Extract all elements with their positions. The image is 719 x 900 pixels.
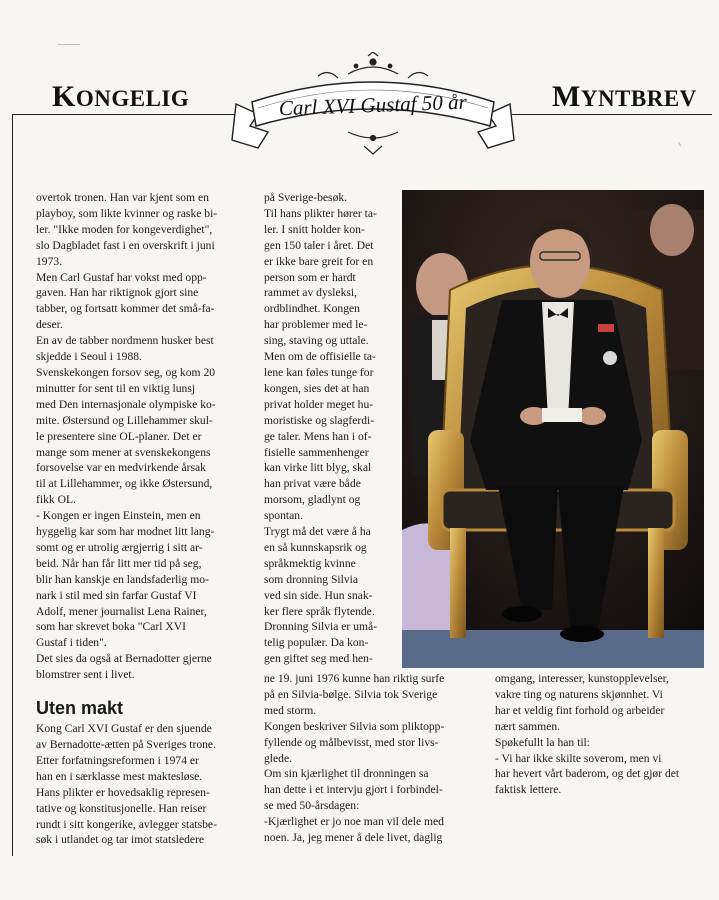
photo-illustration bbox=[402, 190, 704, 668]
decorative-fleck bbox=[58, 44, 80, 51]
banner-text: Carl XVI Gustaf 50 år bbox=[278, 89, 468, 121]
left-margin-rule bbox=[12, 114, 13, 856]
paragraph: på Sverige-besøk. Til hans plikter hører ta- ler. I snitt holder kon- gen 150 taler i året. Det er ikke bare greit for en person som er hardt rammet av dysleksi, ordblindhet. Kongen har problemer med le- sing, staving og uttale. Men om de offisielle ta- lene kan føles tunge for kongen, sies det at han privat holder meget hu- moristiske og slagferdi- ge taler. Mens han i of- fisielle sammenhenger kan virke litt blyg, skal han privat være både morsom, gladlynt og spontan. Trygt må det være å ha en så kunnskapsrik og språkmektig kvinne som dronning Silvia ved sin side. Hun snak- ker flere språk flytende. Dronning Silvia er umå- telig populær. Da kon- gen giftet seg med hen- bbox=[264, 191, 378, 666]
paragraph: Kong Carl XVI Gustaf er den sjuende av Bernadotte-ætten på Sveriges trone. Etter forfatningsreformen i 1974 er han en i særklasse mest maktesløse. Hans plikter er hovedsaklig represen- tative og konstitusjonelle. Han reiser rundt i sitt kongerike, avlegger statsbe- søk i utlandet og tar imot statsledere bbox=[36, 722, 217, 847]
article-column-2 bbox=[264, 190, 399, 667]
header-rest: YNTBREV bbox=[580, 86, 697, 111]
paragraph: Det sies da også at Bernadotter gjerne blomstrer sent i livet. bbox=[36, 652, 212, 682]
paragraph: - Kongen er ingen Einstein, men en hyggelig kar som har modnet litt lang- somt og er utrolig ærgjerrig i sitt ar- beid. Når han får litt mer tid på seg, blir han kanskje en landsfaderlig mo- nark i stil med sin farfar Gustaf VI Adolf, mener journalist Lena Rainer, som har skrevet boka "Carl XVI Gustaf i tiden". bbox=[36, 509, 215, 650]
decorative-fleck bbox=[673, 142, 681, 149]
paragraph: Men Carl Gustaf har vokst med opp- gaven. Han har riktignok gjort sine tabber, og fortsatt kommer det små-fa- deser. bbox=[36, 270, 215, 332]
paragraph: ne 19. juni 1976 kunne han riktig surfe på en Silvia-bølge. Silvia tok Sverige med storm. Kongen beskriver Silvia som pliktopp- fyllende og målbevisst, med stor livs- glede. Om sin kjærlighet til dronningen sa han dette i et intervju gjort i forbindel- se med 50-årsdagen: -Kjærlighet er jo noe man vil dele med noen. Ja, jeg mener å dele livet, daglig bbox=[264, 672, 445, 845]
flourish-ornament-icon bbox=[348, 132, 398, 154]
header-rule-left bbox=[12, 114, 252, 115]
crown-ornament-icon bbox=[318, 52, 428, 78]
header-initial: M bbox=[552, 80, 581, 113]
article-column-3 bbox=[495, 671, 707, 798]
article-column-1 bbox=[36, 190, 256, 848]
paragraph: En av de tabber nordmenn husker best skjedde i Seoul i 1988. Svenskekongen forsov seg, og kom 20 minutter for sent til en viktig lunsj med Den internasjonale olympiske ko- mite. Østersund og Lillehammer skul- le presentere sine OL-planer. Det er mange som mener at svenskekongens forsovelse var en medvirkende årsak til at Lillehammer, og ikke Østersund, fikk OL. bbox=[36, 334, 216, 507]
section-subheading: Uten makt bbox=[36, 698, 124, 719]
paragraph: omgang, interesser, kunstopplevelser, vakre ting og naturens skjønnhet. Vi har et veldig fint forhold og arbeider nært sammen. Spøkefullt la han til: - Vi har ikke skilte soverom, men vi har hevert vårt baderom, og det gjør det faktisk lettere. bbox=[495, 672, 680, 797]
header-rest: ONGELIG bbox=[75, 86, 190, 111]
header-initial: K bbox=[52, 80, 76, 113]
header-word-myntbrev bbox=[552, 80, 697, 114]
paragraph: overtok tronen. Han var kjent som en playboy, som likte kvinner og raske bi- ler. "Ikke moden for kongeverdighet", slo Dagbladet fast i en overskrift i juni 1973. bbox=[36, 191, 218, 268]
article-column-2-continued bbox=[264, 671, 494, 846]
header-rule-right bbox=[512, 114, 712, 115]
banner-ribbon bbox=[228, 52, 518, 162]
king-portrait-photo bbox=[402, 190, 704, 668]
header-word-kongelig bbox=[52, 80, 189, 114]
